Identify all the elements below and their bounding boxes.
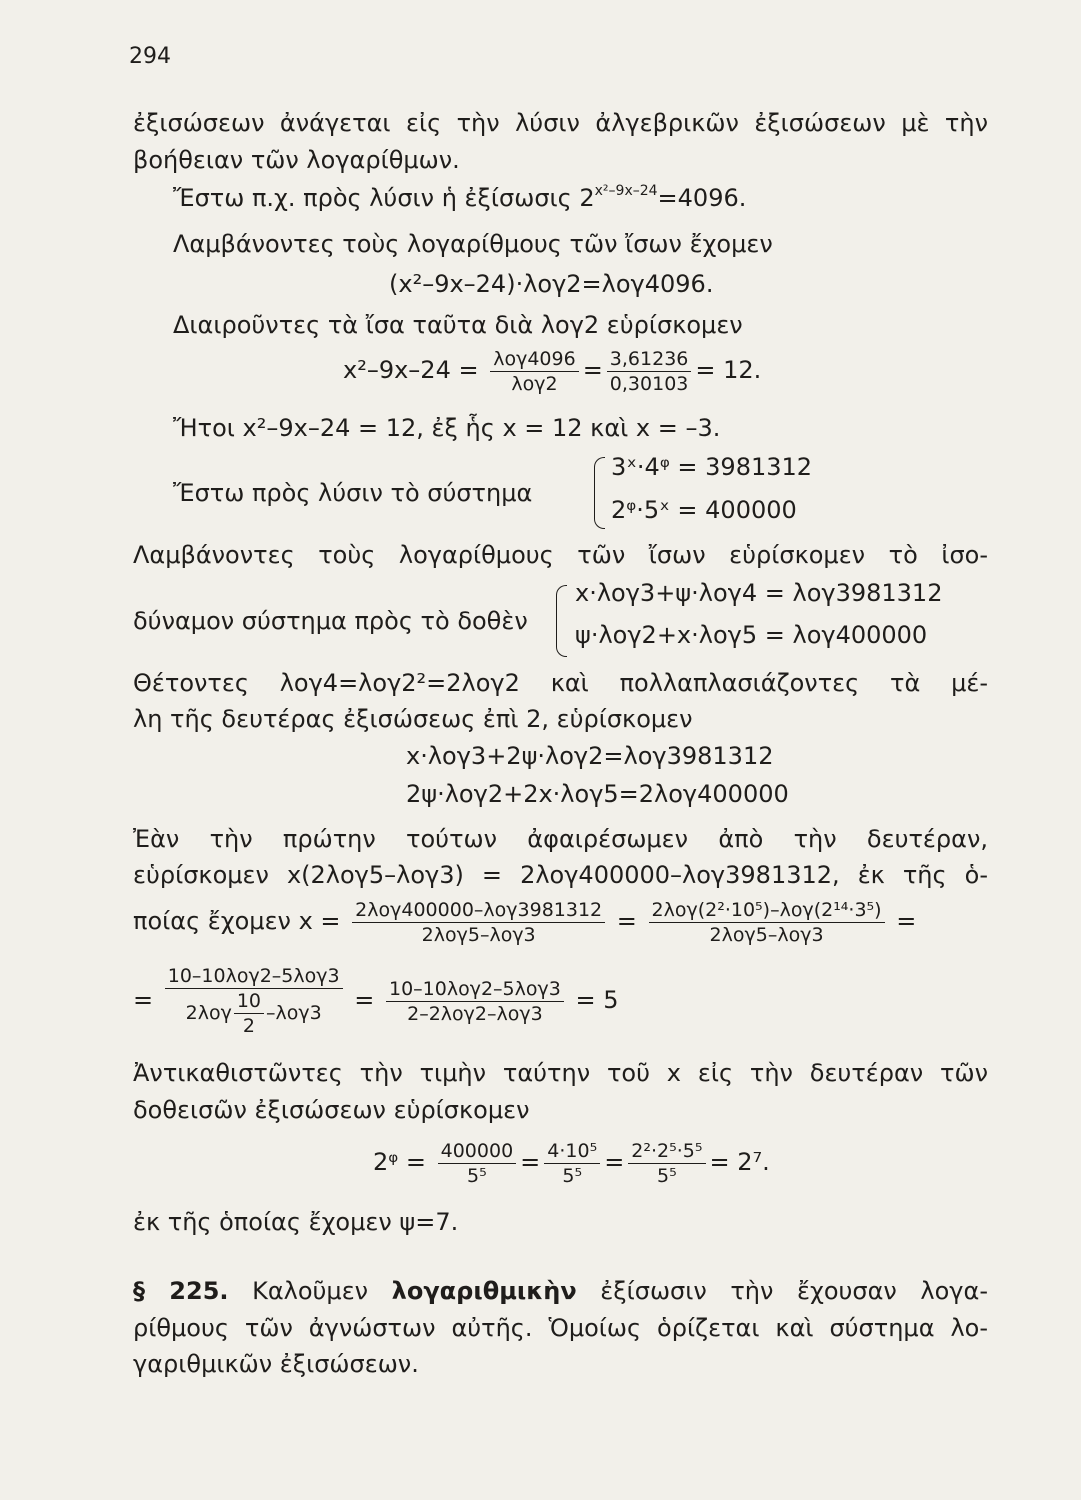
text-line: Λαμβάνοντες τοὺς λογαρίθμους τῶν ἴσων εὑρίσκομεν τὸ ἰσο- xyxy=(133,541,988,569)
text-line: δοθεισῶν ἐξισώσεων εὑρίσκομεν xyxy=(133,1096,530,1124)
text-line: λη τῆς δευτέρας ἐξισώσεως ἐπὶ 2, εὑρίσκομεν xyxy=(133,705,693,733)
text-line: ρίθμους τῶν ἀγνώστων αὐτῆς. Ὁμοίως ὁρίζεται καὶ σύστημα λο- xyxy=(133,1314,988,1342)
system-equation: 3ˣ·4ᵠ = 3981312 xyxy=(611,453,813,481)
system-equation: ψ·λογ2+x·λογ5 = λογ400000 xyxy=(575,621,928,649)
text-line: εὑρίσκομεν x(2λογ5–λογ3) = 2λογ400000–λογ3981312, ἐκ τῆς ὁ- xyxy=(133,861,988,889)
page-number: 294 xyxy=(129,44,171,69)
text-line: Ἤτοι x²–9x–24 = 12, ἐξ ἧς x = 12 καὶ x = –3. xyxy=(173,414,721,442)
brace-icon xyxy=(594,457,605,529)
text-line: Διαιροῦντες τὰ ἴσα ταῦτα διὰ λογ2 εὑρίσκομεν xyxy=(173,311,743,339)
text-line: ἐξισώσεων ἀνάγεται εἰς τὴν λύσιν ἀλγεβρικῶν ἐξισώσεων μὲ τὴν xyxy=(133,109,988,137)
equation: 2ψ·λογ2+2x·λογ5=2λογ400000 xyxy=(406,780,789,808)
equation: (x²–9x–24)·λογ2=λογ4096. xyxy=(389,270,714,298)
section-225-line: § 225. Καλοῦμεν λογαριθμικὴν ἐξίσωσιν τὴν ἔχουσαν λογα- xyxy=(133,1277,988,1305)
section-number: § 225. xyxy=(133,1277,229,1305)
equation: x²–9x–24 = $\frac{\text{λογ4096}}{\text{λογ2}}$ = $\frac{3,61236}{0,30103}$ = 12. xyxy=(343,347,762,395)
text-line: βοήθειαν τῶν λογαρίθμων. xyxy=(133,146,460,174)
equation: = 10–10λογ2–5λογ3 2λογ $\frac{10}{2}$ –λογ3 = $\frac{\text{10–10λογ2–5λογ3}}{\text{2–2λογ2–λογ3}}$ = 5 xyxy=(133,965,619,1037)
text-line: Λαμβάνοντες τοὺς λογαρίθμους τῶν ἴσων ἔχομεν xyxy=(173,230,773,258)
equation: x·λογ3+2ψ·λογ2=λογ3981312 xyxy=(406,742,774,770)
system-equation: 2ᵠ·5ˣ = 400000 xyxy=(611,496,797,524)
system-equation: x·λογ3+ψ·λογ4 = λογ3981312 xyxy=(575,579,943,607)
text-line: γαριθμικῶν ἐξισώσεων. xyxy=(133,1350,419,1378)
text-line: Ἐὰν τὴν πρώτην τούτων ἀφαιρέσωμεν ἀπὸ τὴν δευτέραν, xyxy=(133,825,988,853)
example-2-intro: Ἔστω πρὸς λύσιν τὸ σύστημα xyxy=(173,479,533,507)
text-line: Θέτοντες λογ4=λογ2²=2λογ2 καὶ πολλαπλασιάζοντες τὰ μέ- xyxy=(133,669,988,697)
defined-term: λογαριθμικὴν xyxy=(391,1277,577,1305)
equation: 2ᵠ = $\frac{400000}{\text{5⁵}}$ = $\frac{\text{4·10⁵}}{\text{5⁵}}$ = $\frac{\text{2²·2⁵·5⁵}}{\text{5⁵}}$ = 2⁷. xyxy=(373,1139,770,1187)
example-1-intro: Ἔστω π.χ. πρὸς λύσιν ἡ ἐξίσωσις $2^{x^2-9x-24}=4096$. xyxy=(173,183,747,212)
equation: ποίας ἔχομεν x = $\frac{\text{2λογ400000–λογ3981312}}{\text{2λογ5–λογ3}}$ = $\frac{\text{2λογ(2²·10⁵)–λογ(2¹⁴·3⁵)}}{\text{2λογ5–λογ3}}$ = xyxy=(133,898,917,946)
text-line: ἐκ τῆς ὁποίας ἔχομεν ψ=7. xyxy=(133,1208,459,1236)
text-line: δύναμον σύστημα πρὸς τὸ δοθὲν xyxy=(133,607,528,635)
brace-icon xyxy=(556,585,567,657)
text-line: Ἀντικαθιστῶντες τὴν τιμὴν ταύτην τοῦ x εἰς τὴν δευτέραν τῶν xyxy=(133,1059,988,1087)
